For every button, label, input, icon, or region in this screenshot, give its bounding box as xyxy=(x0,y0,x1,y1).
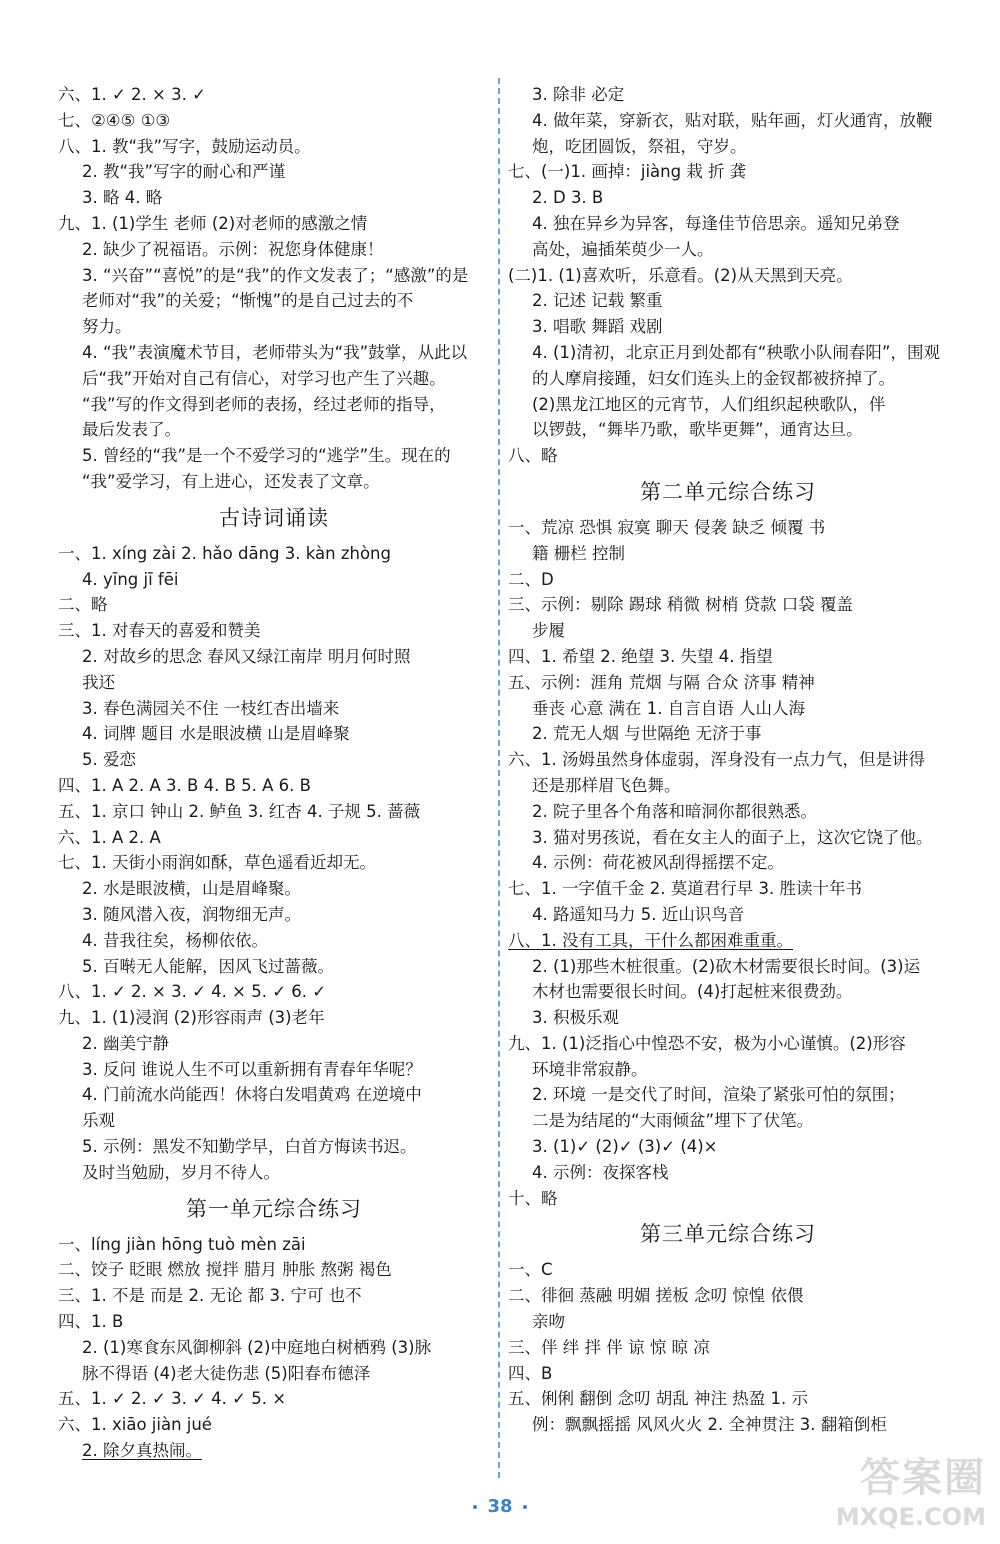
answer-line: 八、1. ✓ 2. × 3. ✓ 4. × 5. ✓ 6. ✓ xyxy=(58,982,327,1002)
answer-line: 5. 百啭无人能解，因风飞过蔷薇。 xyxy=(82,956,334,976)
answer-line: 一、荒凉 恐惧 寂寞 聊天 侵袭 缺乏 倾覆 书 xyxy=(508,517,826,537)
answer-line: (2)黑龙江地区的元宵节，人们组织起秧歌队，伴 xyxy=(532,394,886,414)
answer-line: 三、1. 不是 而是 2. 无论 都 3. 宁可 也不 xyxy=(58,1286,362,1306)
answer-line: 2. 幽美宁静 xyxy=(82,1033,169,1053)
answer-line: 乐观 xyxy=(82,1111,115,1131)
answer-line: 3. 唱歌 舞蹈 戏剧 xyxy=(532,317,663,337)
answer-line: 的人摩肩接踵，妇女们连头上的金钗都被挤掉了。 xyxy=(532,368,895,388)
answer-line: 三、1. 对春天的喜爱和赞美 xyxy=(58,621,261,641)
answer-line: 一、C xyxy=(508,1260,553,1280)
answer-line: 二是为结尾的“大雨倾盆”埋下了伏笔。 xyxy=(532,1111,814,1131)
answer-line: 十、略 xyxy=(508,1188,558,1208)
answer-line: 九、1. (1)泛指心中惶恐不安，极为小心谨慎。(2)形容 xyxy=(508,1033,906,1053)
section-title: 第二单元综合练习 xyxy=(640,479,816,504)
answer-line: 4. yīng jī fēi xyxy=(82,569,179,589)
underlined-answer: 八、1. 没有工具，干什么都困难重重。 xyxy=(508,930,793,950)
answer-line: 2. 院子里各个角落和暗洞你都很熟悉。 xyxy=(532,801,817,821)
page-number-dot-left xyxy=(473,1505,477,1509)
answer-line: 五、俐俐 翻倒 念叨 胡乱 神注 热盈 1. 示 xyxy=(508,1389,808,1409)
answer-line: 2. 对故乡的思念 春风又绿江南岸 明月何时照 xyxy=(82,646,411,666)
watermark xyxy=(756,1446,986,1536)
answer-line: 三、示例：剔除 踢球 稍微 树梢 贷款 口袋 覆盖 xyxy=(508,595,853,615)
answer-line: 3. 随风潜入夜，润物细无声。 xyxy=(82,904,301,924)
answer-line: 四、1. B xyxy=(58,1312,124,1332)
answer-line: 环境非常寂静。 xyxy=(532,1059,648,1079)
answer-line: 七、(一)1. 画掉：jiàng 栽 折 龚 xyxy=(508,162,747,182)
answer-line: 四、1. A 2. A 3. B 4. B 5. A 6. B xyxy=(58,775,311,795)
answer-line: 九、1. (1)学生 老师 (2)对老师的感激之情 xyxy=(58,213,368,233)
answer-line: 2. 教“我”写字的耐心和严谨 xyxy=(82,162,286,182)
answer-line: 八、1. 教“我”写字，鼓励运动员。 xyxy=(58,136,311,156)
answer-line: 最后发表了。 xyxy=(82,420,181,440)
answer-line: 四、B xyxy=(508,1363,553,1383)
answer-line: 还是那样眉飞色舞。 xyxy=(532,775,681,795)
page-number-dot-right xyxy=(523,1505,527,1509)
answer-line: 5. 曾经的“我”是一个不爱学习的“逃学”生。现在的 xyxy=(82,446,451,466)
answer-line: 4. 昔我往矣，杨柳依依。 xyxy=(82,930,268,950)
answer-line: 4. 示例：夜探客栈 xyxy=(532,1162,669,1182)
answer-line: 炮，吃团圆饭，祭祖，守岁。 xyxy=(532,136,747,156)
answer-line: 步履 xyxy=(532,621,565,641)
left-column xyxy=(58,82,490,1464)
answer-line: 后“我”开始对自己有信心，对学习也产生了兴趣。 xyxy=(82,368,446,388)
answer-line: 2. (1)寒食东风御柳斜 (2)中庭地白树栖鸦 (3)脉 xyxy=(82,1337,432,1357)
answer-line: 亲吻 xyxy=(532,1312,565,1332)
answer-line: 3. 除非 必定 xyxy=(532,85,625,104)
section-title: 第一单元综合练习 xyxy=(186,1196,362,1221)
answer-line: 4. 词牌 题目 水是眼波横 山是眉峰聚 xyxy=(82,724,350,744)
answer-line: 七、②④⑤ ①③ xyxy=(58,110,171,130)
answer-line: 六、1. ✓ 2. × 3. ✓ xyxy=(58,85,206,104)
answer-line: 七、1. 天街小雨润如酥，草色遥看近却无。 xyxy=(58,853,376,873)
answer-line: 五、1. ✓ 2. ✓ 3. ✓ 4. ✓ 5. × xyxy=(58,1389,287,1409)
answer-line: 六、1. A 2. A xyxy=(58,827,161,847)
right-column xyxy=(508,82,948,1438)
answer-line: 二、饺子 眨眼 燃放 搅拌 腊月 肿胀 熬粥 褐色 xyxy=(58,1260,392,1280)
answer-line: 4. 独在异乡为异客，每逢佳节倍思亲。遥知兄弟登 xyxy=(532,213,900,233)
answer-line: 3. 春色满园关不住 一枝红杏出墙来 xyxy=(82,698,340,718)
answer-line: 六、1. xiāo jiàn jué xyxy=(58,1415,212,1435)
watermark-logo-text: 答案圈 xyxy=(860,1455,986,1501)
answer-line: “我”爱学习，有上进心，还发表了文章。 xyxy=(82,471,380,491)
answer-line: 5. 爱恋 xyxy=(82,750,136,770)
answer-line: 2. 缺少了祝福语。示例：祝您身体健康！ xyxy=(82,239,384,259)
watermark-url: MXQE.COM xyxy=(835,1503,986,1531)
answer-line: 2. D 3. B xyxy=(532,188,604,208)
answer-line: 一、1. xíng zài 2. hǎo dāng 3. kàn zhòng xyxy=(58,543,391,563)
answer-line: 2. 记述 记载 繁重 xyxy=(532,291,663,311)
answer-line: 三、伴 绊 拌 伴 谅 惊 晾 凉 xyxy=(508,1337,710,1357)
answer-line: 以锣鼓，“舞毕乃歌，歌毕更舞”，通宵达旦。 xyxy=(532,420,863,440)
answer-line: 一、líng jiàn hōng tuò mèn zāi xyxy=(58,1234,306,1254)
answer-line: 垂丧 心意 满在 1. 自言自语 人山人海 xyxy=(532,698,805,718)
answer-line: 及时当勉励，岁月不待人。 xyxy=(82,1162,280,1182)
answer-line: 八、略 xyxy=(508,446,558,466)
answer-line: 3. 猫对男孩说，看在女主人的面子上，这次它饶了他。 xyxy=(532,827,933,847)
answer-line: 高处，遍插茱萸少一人。 xyxy=(532,239,714,259)
answer-line: 2. 水是眼波横，山是眉峰聚。 xyxy=(82,879,301,899)
answer-line: 3. 积极乐观 xyxy=(532,1008,619,1028)
answer-line: 2. 荒无人烟 与世隔绝 无济于事 xyxy=(532,724,762,744)
answer-line: 木材也需要很长时间。(4)打起桩来很费劲。 xyxy=(532,982,853,1002)
answer-line: 我还 xyxy=(82,672,115,692)
answer-line: 脉不得语 (4)老大徒伤悲 (5)阳春布德泽 xyxy=(82,1363,371,1383)
answer-line: 六、1. 汤姆虽然身体虚弱，浑身没有一点力气，但是讲得 xyxy=(508,750,925,770)
answer-line: 七、1. 一字值千金 2. 莫道君行早 3. 胜读十年书 xyxy=(508,879,862,899)
section-title: 第三单元综合练习 xyxy=(640,1222,816,1247)
answer-line: 4. (1)清初，北京正月到处都有“秧歌小队闹春阳”，围观 xyxy=(532,342,940,362)
answer-line: 3. 反问 谁说人生不可以重新拥有青春年华呢？ xyxy=(82,1059,422,1079)
answer-line: 籍 栅栏 控制 xyxy=(532,543,625,563)
answer-line: 2. 环境 一是交代了时间，渲染了紧张可怕的氛围； xyxy=(532,1085,905,1105)
answer-line: 九、1. (1)浸润 (2)形容雨声 (3)老年 xyxy=(58,1008,325,1028)
answer-line: 二、徘徊 蒸融 明媚 搓板 念叨 惊惶 依偎 xyxy=(508,1286,804,1306)
answer-line: 四、1. 希望 2. 绝望 3. 失望 4. 指望 xyxy=(508,646,773,666)
answer-line: 4. 做年菜，穿新衣，贴对联，贴年画，灯火通宵，放鞭 xyxy=(532,110,933,130)
column-divider xyxy=(498,78,500,1478)
answer-line: 例：飘飘摇摇 风风火火 2. 全神贯注 3. 翻箱倒柜 xyxy=(532,1415,887,1435)
answer-line: “我”写的作文得到老师的表扬，经过老师的指导， xyxy=(82,394,446,414)
page-number-text: 38 xyxy=(487,1496,513,1517)
answer-line: 4. 示例：荷花被风刮得摇摆不定。 xyxy=(532,853,784,873)
answer-line: 3. (1)✓ (2)✓ (3)✓ (4)× xyxy=(532,1137,718,1157)
answer-line: 4. “我”表演魔术节目，老师带头为“我”鼓掌，从此以 xyxy=(82,342,468,362)
answer-line: 努力。 xyxy=(82,317,132,337)
answer-line: 4. 路遥知马力 5. 近山识鸟音 xyxy=(532,904,745,924)
answer-line: 3. 略 4. 略 xyxy=(82,188,163,208)
answer-line: 老师对“我”的关爱；“惭愧”的是自己过去的不 xyxy=(82,291,414,311)
answer-line: 2. (1)那些木桩很重。(2)砍木材需要很长时间。(3)运 xyxy=(532,956,921,976)
underlined-answer: 2. 除夕真热闹。 xyxy=(82,1441,202,1461)
answer-line: 3. “兴奋”“喜悦”的是“我”的作文发表了；“感激”的是 xyxy=(82,265,469,285)
answer-line: (二)1. (1)喜欢听，乐意看。(2)从天黑到天亮。 xyxy=(508,265,853,285)
section-title: 古诗词诵读 xyxy=(219,505,329,530)
answer-line: 二、略 xyxy=(58,595,108,615)
answer-line xyxy=(508,928,948,954)
answer-line: 5. 示例：黑发不知勤学早，白首方悔读书迟。 xyxy=(82,1137,417,1157)
answer-line xyxy=(58,1438,490,1464)
answer-line: 五、示例：涯角 荒烟 与隔 合众 济事 精神 xyxy=(508,672,815,692)
answer-line: 二、D xyxy=(508,569,554,589)
answer-line: 4. 门前流水尚能西！休将白发唱黄鸡 在逆境中 xyxy=(82,1085,422,1105)
answer-line: 五、1. 京口 钟山 2. 鲈鱼 3. 红杏 4. 子规 5. 蔷薇 xyxy=(58,801,421,821)
